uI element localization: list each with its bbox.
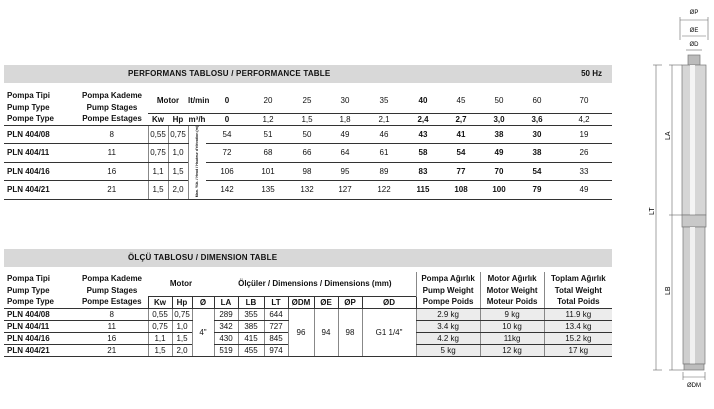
head-cell: 49 (556, 181, 612, 200)
head-cell: 54 (518, 162, 556, 181)
dimension-title-bar (4, 249, 612, 267)
od-cell: G1 1/4" (362, 308, 416, 356)
stages-header-en: Pump Stages (86, 102, 138, 112)
kw-cell: 0,75 (148, 144, 168, 163)
oe-label: ØE (689, 28, 699, 34)
head-cell: 98 (288, 162, 326, 181)
flow-m3h-0: 0 (206, 113, 248, 125)
op-header: ØP (338, 296, 362, 308)
head-cell: 115 (404, 181, 442, 200)
stages-cell: 8 (76, 308, 148, 320)
motor-weight-cell: 10 kg (480, 320, 544, 332)
total-weight-cell: 11.9 kg (544, 308, 612, 320)
motor-header: Motor (156, 96, 180, 106)
stages-cell: 16 (76, 162, 148, 181)
flow-lmin-9: 70 (579, 96, 589, 106)
motor-weight-cell: 11kg (480, 332, 544, 344)
op-label: ØP (689, 10, 699, 16)
flow-lmin-6: 45 (456, 96, 466, 106)
odm-dimension-line (683, 372, 705, 380)
total-weight-header-fr: Total Poids (544, 296, 612, 308)
hp-cell: 1,0 (168, 144, 188, 163)
head-cell: 108 (442, 181, 480, 200)
phi-cell: 4" (192, 308, 214, 356)
motor-weight-cell: 9 kg (480, 308, 544, 320)
head-cell: 106 (206, 162, 248, 181)
flow-m3h-4: 2,1 (364, 113, 404, 125)
la-label: LA (665, 131, 672, 140)
pump-type-cell: PLN 404/11 (4, 144, 76, 163)
stages-header-en: Pump Stages (86, 285, 138, 295)
lb-cell: 385 (238, 320, 264, 332)
total-weight-cell: 17 kg (544, 344, 612, 356)
head-axis-label: Man. Yük. / Head / Hauteur d'élévation (m) (195, 125, 200, 197)
pump-weight-header-en: Pump Weight (416, 284, 480, 296)
total-weight-header: Toplam Ağırlık (544, 272, 612, 284)
motor-weight-header-fr: Moteur Poids (480, 296, 544, 308)
dimensions-header: Ölçüler / Dimensions / Dimensions (mm) (238, 279, 392, 289)
stages-cell: 16 (76, 332, 148, 344)
pump-type-cell: PLN 404/11 (4, 320, 76, 332)
head-cell: 70 (480, 162, 518, 181)
flow-lmin-8: 60 (532, 96, 542, 106)
head-cell: 122 (364, 181, 404, 200)
kw-cell: 0,75 (148, 320, 172, 332)
la-cell: 342 (214, 320, 238, 332)
flow-m3h-2: 1,5 (288, 113, 326, 125)
pump-type-cell: PLN 404/08 (4, 125, 76, 144)
lb-header: LB (238, 296, 264, 308)
dimension-table (4, 272, 612, 357)
hp-cell: 1,5 (172, 332, 192, 344)
hp-cell: 2,0 (168, 181, 188, 200)
stages-header: Pompa Kademe (81, 273, 143, 283)
head-cell: 58 (404, 144, 442, 163)
pump-weight-cell: 4.2 kg (416, 332, 480, 344)
dimension-title: ÖLÇÜ TABLOSU / DIMENSION TABLE (128, 253, 278, 262)
pump-weight-cell: 3.4 kg (416, 320, 480, 332)
table-row (4, 162, 612, 181)
kw-cell: 0,55 (148, 125, 168, 144)
head-cell: 61 (364, 144, 404, 163)
flow-lmin-3: 30 (340, 96, 350, 106)
lt-cell: 727 (264, 320, 288, 332)
op-cell: 98 (338, 308, 362, 356)
table-row (4, 308, 612, 320)
head-cell: 101 (248, 162, 288, 181)
la-cell: 519 (214, 344, 238, 356)
lt-header: LT (264, 296, 288, 308)
hp-cell: 2,0 (172, 344, 192, 356)
lb-cell: 355 (238, 308, 264, 320)
total-weight-cell: 15.2 kg (544, 332, 612, 344)
stages-cell: 11 (76, 320, 148, 332)
hp-cell: 0,75 (172, 308, 192, 320)
phi-header: Ø (192, 296, 214, 308)
head-cell: 26 (556, 144, 612, 163)
pump-type-header-en: Pump Type (7, 285, 50, 295)
lt-dimension-line (653, 65, 662, 370)
flow-m3h-1: 1,2 (248, 113, 288, 125)
head-cell: 30 (518, 125, 556, 144)
flow-m3h-8: 3,6 (518, 113, 556, 125)
head-cell: 66 (288, 144, 326, 163)
flow-lmin-4: 35 (379, 96, 389, 106)
head-cell: 38 (480, 125, 518, 144)
od-header: ØD (362, 296, 416, 308)
head-cell: 72 (206, 144, 248, 163)
lt-cell: 845 (264, 332, 288, 344)
frequency-label: 50 Hz (581, 69, 602, 78)
stages-cell: 21 (76, 181, 148, 200)
pump-body (682, 55, 706, 370)
head-cell: 33 (556, 162, 612, 181)
lb-label: LB (665, 286, 672, 295)
total-weight-cell: 13.4 kg (544, 320, 612, 332)
flow-lmin-0: 0 (224, 96, 230, 106)
flow-m3h-header: m³/h (188, 114, 206, 124)
la-cell: 430 (214, 332, 238, 344)
flow-m3h-6: 2,7 (442, 113, 480, 125)
pump-weight-header: Pompa Ağırlık (416, 272, 480, 284)
pump-weight-cell: 2.9 kg (416, 308, 480, 320)
pump-type-header-fr: Pompe Type (4, 296, 76, 308)
oe-header: ØE (314, 296, 338, 308)
odm-label: ØDM (687, 383, 701, 389)
head-cell: 83 (404, 162, 442, 181)
hp-header: Hp (172, 296, 192, 308)
head-cell: 89 (364, 162, 404, 181)
stages-header: Pompa Kademe (81, 90, 143, 100)
lb-cell: 455 (238, 344, 264, 356)
kw-cell: 1,1 (148, 332, 172, 344)
lb-cell: 415 (238, 332, 264, 344)
performance-title: PERFORMANS TABLOSU / PERFORMANCE TABLE (128, 69, 331, 78)
stages-cell: 11 (76, 144, 148, 163)
kw-cell: 0,55 (148, 308, 172, 320)
motor-header: Motor (169, 279, 193, 289)
pump-dimension-drawing (650, 0, 714, 409)
od-label: ØD (689, 42, 699, 48)
pump-type-cell: PLN 404/08 (4, 308, 76, 320)
lt-cell: 644 (264, 308, 288, 320)
kw-cell: 1,1 (148, 162, 168, 181)
flow-m3h-7: 3,0 (480, 113, 518, 125)
total-weight-header-en: Total Weight (544, 284, 612, 296)
performance-title-bar (4, 65, 612, 83)
motor-weight-header-en: Motor Weight (480, 284, 544, 296)
flow-m3h-3: 1,8 (326, 113, 364, 125)
pump-weight-cell: 5 kg (416, 344, 480, 356)
table-row (4, 181, 612, 200)
flow-lmin-header: lt/min (188, 96, 210, 106)
kw-header: Kw (148, 296, 172, 308)
stages-cell: 8 (76, 125, 148, 144)
pump-type-header: Pompa Tipi (7, 273, 50, 283)
head-cell: 51 (248, 125, 288, 144)
flow-lmin-5: 40 (418, 96, 428, 106)
la-cell: 289 (214, 308, 238, 320)
hp-cell: 0,75 (168, 125, 188, 144)
hp-cell: 1,0 (172, 320, 192, 332)
flow-lmin-1: 20 (263, 96, 273, 106)
flow-lmin-7: 50 (494, 96, 504, 106)
table-row (4, 125, 612, 144)
head-cell: 142 (206, 181, 248, 200)
lt-cell: 974 (264, 344, 288, 356)
oe-cell: 94 (314, 308, 338, 356)
head-cell: 95 (326, 162, 364, 181)
head-cell: 41 (442, 125, 480, 144)
motor-weight-cell: 12 kg (480, 344, 544, 356)
head-cell: 77 (442, 162, 480, 181)
head-cell: 127 (326, 181, 364, 200)
la-header: LA (214, 296, 238, 308)
performance-table (4, 89, 612, 200)
kw-header: Kw (148, 113, 168, 125)
head-cell: 43 (404, 125, 442, 144)
head-cell: 132 (288, 181, 326, 200)
head-cell: 54 (442, 144, 480, 163)
flow-lmin-2: 25 (302, 96, 312, 106)
pump-type-cell: PLN 404/21 (4, 181, 76, 200)
stages-header-fr: Pompe Estages (76, 113, 148, 125)
stages-header-fr: Pompe Estages (76, 296, 148, 308)
kw-cell: 1,5 (148, 181, 168, 200)
stages-cell: 21 (76, 344, 148, 356)
hp-cell: 1,5 (168, 162, 188, 181)
pump-type-header-fr: Pompe Type (4, 113, 76, 125)
head-cell: 64 (326, 144, 364, 163)
head-cell: 49 (480, 144, 518, 163)
pump-type-cell: PLN 404/21 (4, 344, 76, 356)
odm-header: ØDM (288, 296, 314, 308)
head-cell: 100 (480, 181, 518, 200)
odm-cell: 96 (288, 308, 314, 356)
lt-label: LT (649, 207, 656, 215)
kw-cell: 1,5 (148, 344, 172, 356)
head-cell: 54 (206, 125, 248, 144)
flow-m3h-9: 4,2 (556, 113, 612, 125)
head-cell: 19 (556, 125, 612, 144)
head-cell: 68 (248, 144, 288, 163)
head-cell: 79 (518, 181, 556, 200)
head-cell: 50 (288, 125, 326, 144)
hp-header: Hp (168, 113, 188, 125)
pump-type-cell: PLN 404/16 (4, 332, 76, 344)
motor-weight-header: Motor Ağırlık (480, 272, 544, 284)
head-cell: 46 (364, 125, 404, 144)
head-cell: 38 (518, 144, 556, 163)
head-cell: 49 (326, 125, 364, 144)
flow-m3h-5: 2,4 (404, 113, 442, 125)
pump-type-header-en: Pump Type (7, 102, 50, 112)
table-row (4, 144, 612, 163)
pump-type-cell: PLN 404/16 (4, 162, 76, 181)
pump-type-header: Pompa Tipi (7, 90, 50, 100)
pump-weight-header-fr: Pompe Poids (416, 296, 480, 308)
head-cell: 135 (248, 181, 288, 200)
